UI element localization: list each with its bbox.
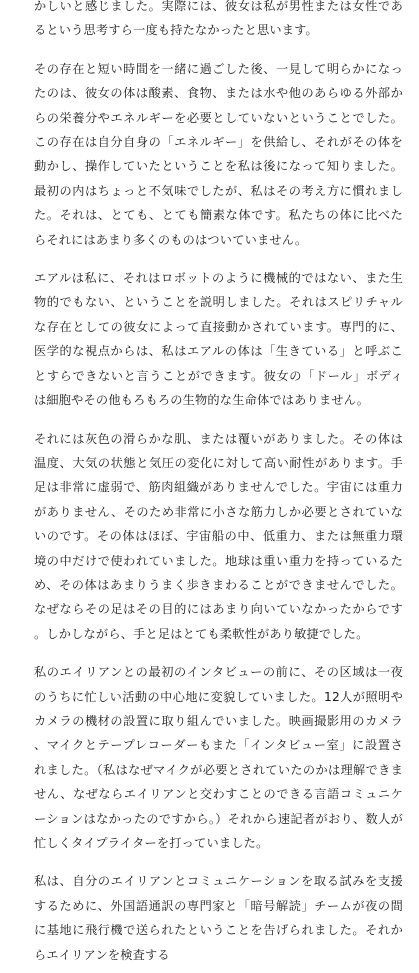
paragraph-5: 私のエイリアンとの最初のインタビューの前に、その区域は一夜のうちに忙しい活動の中心地に変貌していました。12人が照明やカメラの機材の設置に取り組んでいました。映画撮影用のカメラ、マイクとテープレコーダーもまた「インタビュー室」に設置されました。（私はなぜマイクが必要とされていたのかは理解できません、なぜならエイリアンと交わすことのできる言語コミュニケーションはなかったのですから。）それから速記者がおり、数人が忙しくタイプライターを打っていました。 xyxy=(34,665,403,850)
paragraph-2: その存在と短い時間を一緒に過ごした後、一見して明らかになったのは、彼女の体は酸素、食物、または水や他のあらゆる外部からの栄養分やエネルギーを必要としていないということでした。この存在は自分自身の「エネルギー」を供給し、それがその体を動かし、操作していたということを私は後になって知りました。最初の内はちょっと不気味でしたが、私はその考え方に慣れました。それは、とても、とても簡素な体です。私たちの体に比べたらそれにはあまり多くのものはついていません。 xyxy=(34,61,403,247)
paragraph-6: 私は、自分のエイリアンとコミュニケーションを取る試みを支援するために、外国語通訳の専門家と「暗号解読」チームが夜の間に基地に飛行機で送られたということを告げられました。それからエイリアンを検査する xyxy=(34,874,403,962)
paragraph-3: エアルは私に、それはロボットのように機械的ではない、また生物的でもない、ということを説明しました。それはスピリチャルな存在としての彼女によって直接動かされています。専門的に、医学的な視点からは、私はエアルの体は「生きている」と呼ぶことすらできないと言うことができます。彼女の「ドール」ボディは細胞やその他もろもろの生物的な生命体ではありません。 xyxy=(34,271,403,408)
paragraph-4: それには灰色の滑らかな肌、または覆いがありました。その体は温度、大気の状態と気圧の変化に対して高い耐性があります。手足は非常に虚弱で、筋肉組織がありませんでした。宇宙には重力がありません、そのため非常に小さな筋力しか必要とされていないのです。その体はほぼ、宇宙船の中、低重力、または無重力環境の中だけで使われていました。地球は重い重力を持っているため、その体はあまりうまく歩きまわることができませんでした。なぜならその足はその目的にはあまり向いていなかったからです。しかしながら、手と足はとても柔軟性があり敏捷でした。 xyxy=(34,431,403,641)
paragraph-1: かしいと感じました。実際には、彼女は私が男性または女性であるという思考すら一度も持たなかったと思います。 xyxy=(34,0,403,38)
